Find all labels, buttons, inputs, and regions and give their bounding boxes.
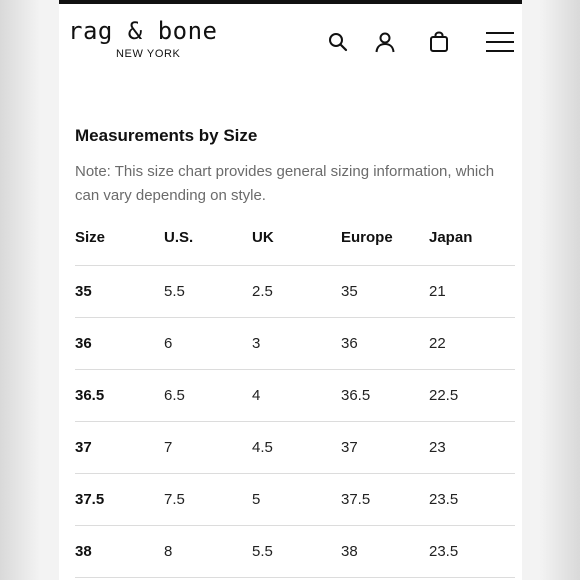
europe-cell: 37.5 [341,491,371,508]
table-row [75,266,515,318]
column-header-europe: Europe [341,229,393,246]
uk-cell: 2.5 [252,283,273,300]
europe-cell: 37 [341,439,358,456]
us-cell: 7.5 [164,491,185,508]
europe-cell: 38 [341,543,358,560]
europe-cell: 36 [341,335,358,352]
size-cell: 35 [75,283,92,300]
us-cell: 5.5 [164,283,185,300]
search-icon[interactable] [326,30,350,54]
europe-cell: 35 [341,283,358,300]
brand-name: rag & bone [68,17,218,45]
uk-cell: 4 [252,387,261,404]
us-cell: 6 [164,335,173,352]
japan-cell: 23.5 [429,491,459,508]
size-cell: 36.5 [75,387,105,404]
size-cell: 36 [75,335,92,352]
japan-cell: 23 [429,439,446,456]
us-cell: 7 [164,439,173,456]
us-cell: 6.5 [164,387,185,404]
size-cell: 37.5 [75,491,105,508]
size-cell: 38 [75,543,92,560]
table-row [75,526,515,578]
brand-logo[interactable] [68,18,248,64]
uk-cell: 5.5 [252,543,273,560]
table-row [75,370,515,422]
us-cell: 8 [164,543,173,560]
uk-cell: 5 [252,491,261,508]
size-cell: 37 [75,439,92,456]
section-title: Measurements by Size [75,126,258,145]
sizing-note: Note: This size chart provides general sizing information, which can vary depending on style. [75,163,495,204]
table-row [75,474,515,526]
page [59,0,522,580]
japan-cell: 22 [429,335,446,352]
site-header [59,4,522,68]
japan-cell: 22.5 [429,387,459,404]
uk-cell: 3 [252,335,261,352]
japan-cell: 21 [429,283,446,300]
column-header-japan: Japan [429,229,473,246]
column-header-uk: UK [252,229,274,246]
column-header-size: Size [75,229,106,246]
table-row [75,422,515,474]
table-row [75,318,515,370]
account-icon[interactable] [373,30,397,54]
japan-cell: 23.5 [429,543,459,560]
uk-cell: 4.5 [252,439,273,456]
menu-icon[interactable] [485,30,515,54]
column-header-us: U.S. [164,229,194,246]
shopping-bag-icon[interactable] [427,30,451,54]
table-header-row [75,223,515,266]
brand-tagline: NEW YORK [116,48,181,60]
size-table [75,223,515,578]
europe-cell: 36.5 [341,387,371,404]
